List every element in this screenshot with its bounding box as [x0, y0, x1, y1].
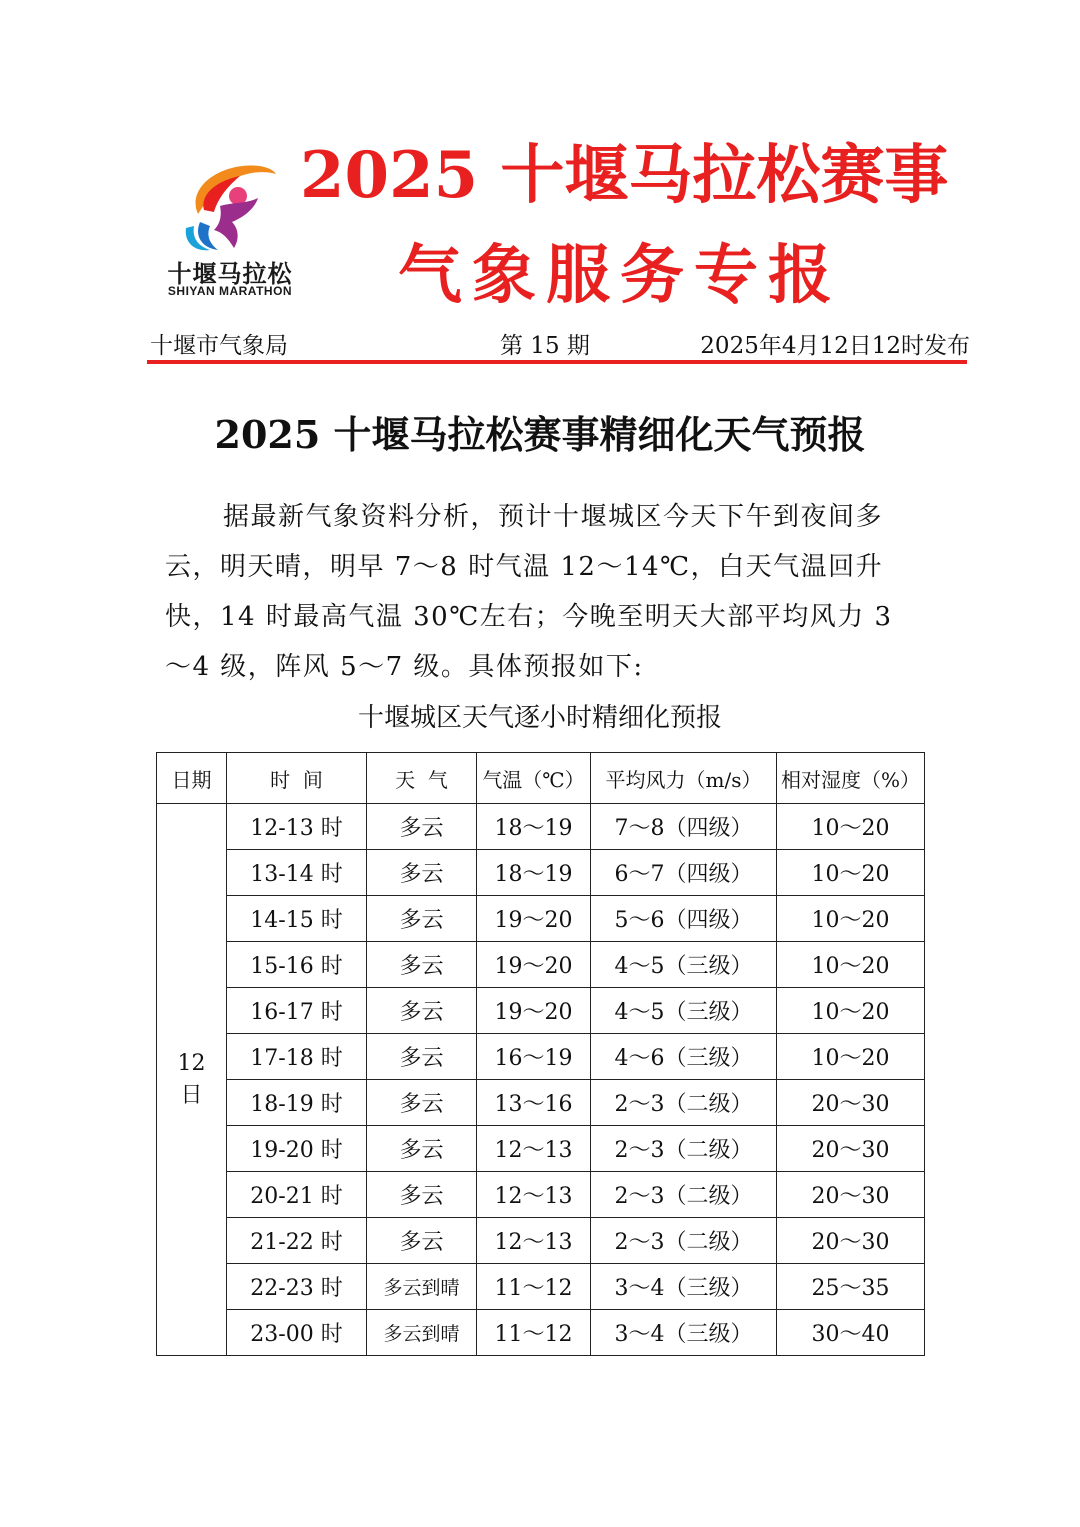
temp-cell: 19～20: [477, 896, 591, 942]
time-cell: 22-23 时: [227, 1264, 367, 1310]
table-row: [157, 896, 925, 942]
temp-cell: 11～12: [477, 1264, 591, 1310]
time-cell: 16-17 时: [227, 988, 367, 1034]
temp-cell: 18～19: [477, 804, 591, 850]
forecast-summary: 据最新气象资料分析，预计十堰城区今天下午到夜间多云，明天晴，明早 7～8 时气温 12～14℃，白天气温回升快，14 时最高气温 30℃左右；今晚至明天大部平均风力 3～4 级，阵风 5～7 级。具体预报如下:: [165, 502, 893, 682]
temp-cell: 13～16: [477, 1080, 591, 1126]
wind-cell: 3～4（三级）: [591, 1264, 777, 1310]
weather-cell: 多云: [367, 1218, 477, 1264]
time-cell: 20-21 时: [227, 1172, 367, 1218]
temp-cell: 11～12: [477, 1310, 591, 1356]
temp-cell: 19～20: [477, 988, 591, 1034]
weather-cell: 多云: [367, 942, 477, 988]
table-header-row: [157, 753, 925, 804]
table-row: [157, 1080, 925, 1126]
header-wind: 平均风力（m/s）: [591, 753, 777, 804]
marathon-runner-icon: [180, 152, 280, 252]
time-cell: 14-15 时: [227, 896, 367, 942]
wind-cell: 3～4（三级）: [591, 1310, 777, 1356]
time-cell: 18-19 时: [227, 1080, 367, 1126]
humidity-cell: 25～35: [777, 1264, 925, 1310]
issue-number: 第 15 期: [500, 333, 590, 359]
wind-cell: 2～3（二级）: [591, 1218, 777, 1264]
weather-cell: 多云: [367, 1172, 477, 1218]
humidity-cell: 20～30: [777, 1080, 925, 1126]
humidity-cell: 10～20: [777, 942, 925, 988]
issuer: 十堰市气象局: [150, 333, 288, 359]
wind-cell: 5～6（四级）: [591, 896, 777, 942]
header-weather: 天 气: [367, 753, 477, 804]
table-row: [157, 988, 925, 1034]
table-row: [157, 1310, 925, 1356]
weather-cell: 多云到晴: [367, 1310, 477, 1356]
weather-cell: 多云: [367, 1080, 477, 1126]
weather-cell: 多云: [367, 1034, 477, 1080]
temp-cell: 12～13: [477, 1126, 591, 1172]
time-cell: 15-16 时: [227, 942, 367, 988]
table-row: [157, 1126, 925, 1172]
weather-cell: 多云: [367, 988, 477, 1034]
logo-chinese-text: 十堰马拉松: [167, 260, 293, 288]
temp-cell: 16～19: [477, 1034, 591, 1080]
wind-cell: 4～5（三级）: [591, 942, 777, 988]
humidity-cell: 10～20: [777, 988, 925, 1034]
humidity-cell: 20～30: [777, 1218, 925, 1264]
time-cell: 21-22 时: [227, 1218, 367, 1264]
table-caption: 十堰城区天气逐小时精细化预报: [357, 703, 722, 733]
wind-cell: 6～7（四级）: [591, 850, 777, 896]
time-cell: 23-00 时: [227, 1310, 367, 1356]
logo: [150, 152, 310, 302]
document-title: 2025 十堰马拉松赛事精细化天气预报: [214, 412, 866, 457]
report-title-line1: 2025 十堰马拉松赛事: [300, 138, 949, 213]
wind-cell: 2～3（二级）: [591, 1080, 777, 1126]
red-divider: [147, 360, 967, 364]
weather-cell: 多云: [367, 804, 477, 850]
weather-cell: 多云: [367, 1126, 477, 1172]
wind-cell: 2～3（二级）: [591, 1172, 777, 1218]
publish-time: 2025年4月12日12时发布: [700, 333, 970, 359]
wind-cell: 2～3（二级）: [591, 1126, 777, 1172]
date-day: 12: [177, 1050, 206, 1076]
humidity-cell: 10～20: [777, 896, 925, 942]
header-temperature: 气温（℃）: [477, 753, 591, 804]
temp-cell: 12～13: [477, 1172, 591, 1218]
date-cell: [157, 804, 227, 1356]
header-date: 日期: [157, 753, 227, 804]
header-time: 时 间: [227, 753, 367, 804]
humidity-cell: 20～30: [777, 1172, 925, 1218]
wind-cell: 4～5（三级）: [591, 988, 777, 1034]
humidity-cell: 10～20: [777, 804, 925, 850]
table-row: [157, 1218, 925, 1264]
weather-cell: 多云到晴: [367, 1264, 477, 1310]
humidity-cell: 30～40: [777, 1310, 925, 1356]
table-row: [157, 804, 925, 850]
temp-cell: 18～19: [477, 850, 591, 896]
wind-cell: 7～8（四级）: [591, 804, 777, 850]
table-row: [157, 942, 925, 988]
time-cell: 17-18 时: [227, 1034, 367, 1080]
date-unit: 日: [180, 1082, 203, 1108]
time-cell: 13-14 时: [227, 850, 367, 896]
report-title-line2: 气象服务专报: [398, 238, 842, 313]
table-row: [157, 850, 925, 896]
time-cell: 12-13 时: [227, 804, 367, 850]
humidity-cell: 10～20: [777, 1034, 925, 1080]
weather-cell: 多云: [367, 896, 477, 942]
humidity-cell: 20～30: [777, 1126, 925, 1172]
humidity-cell: 10～20: [777, 850, 925, 896]
logo-english-text: SHIYAN MARATHON: [167, 284, 293, 298]
table-row: [157, 1264, 925, 1310]
time-cell: 19-20 时: [227, 1126, 367, 1172]
header-humidity: 相对湿度（%）: [777, 753, 925, 804]
table-row: [157, 1034, 925, 1080]
forecast-table: [156, 752, 925, 1356]
temp-cell: 12～13: [477, 1218, 591, 1264]
table-row: [157, 1172, 925, 1218]
wind-cell: 4～6（三级）: [591, 1034, 777, 1080]
weather-cell: 多云: [367, 850, 477, 896]
temp-cell: 19～20: [477, 942, 591, 988]
